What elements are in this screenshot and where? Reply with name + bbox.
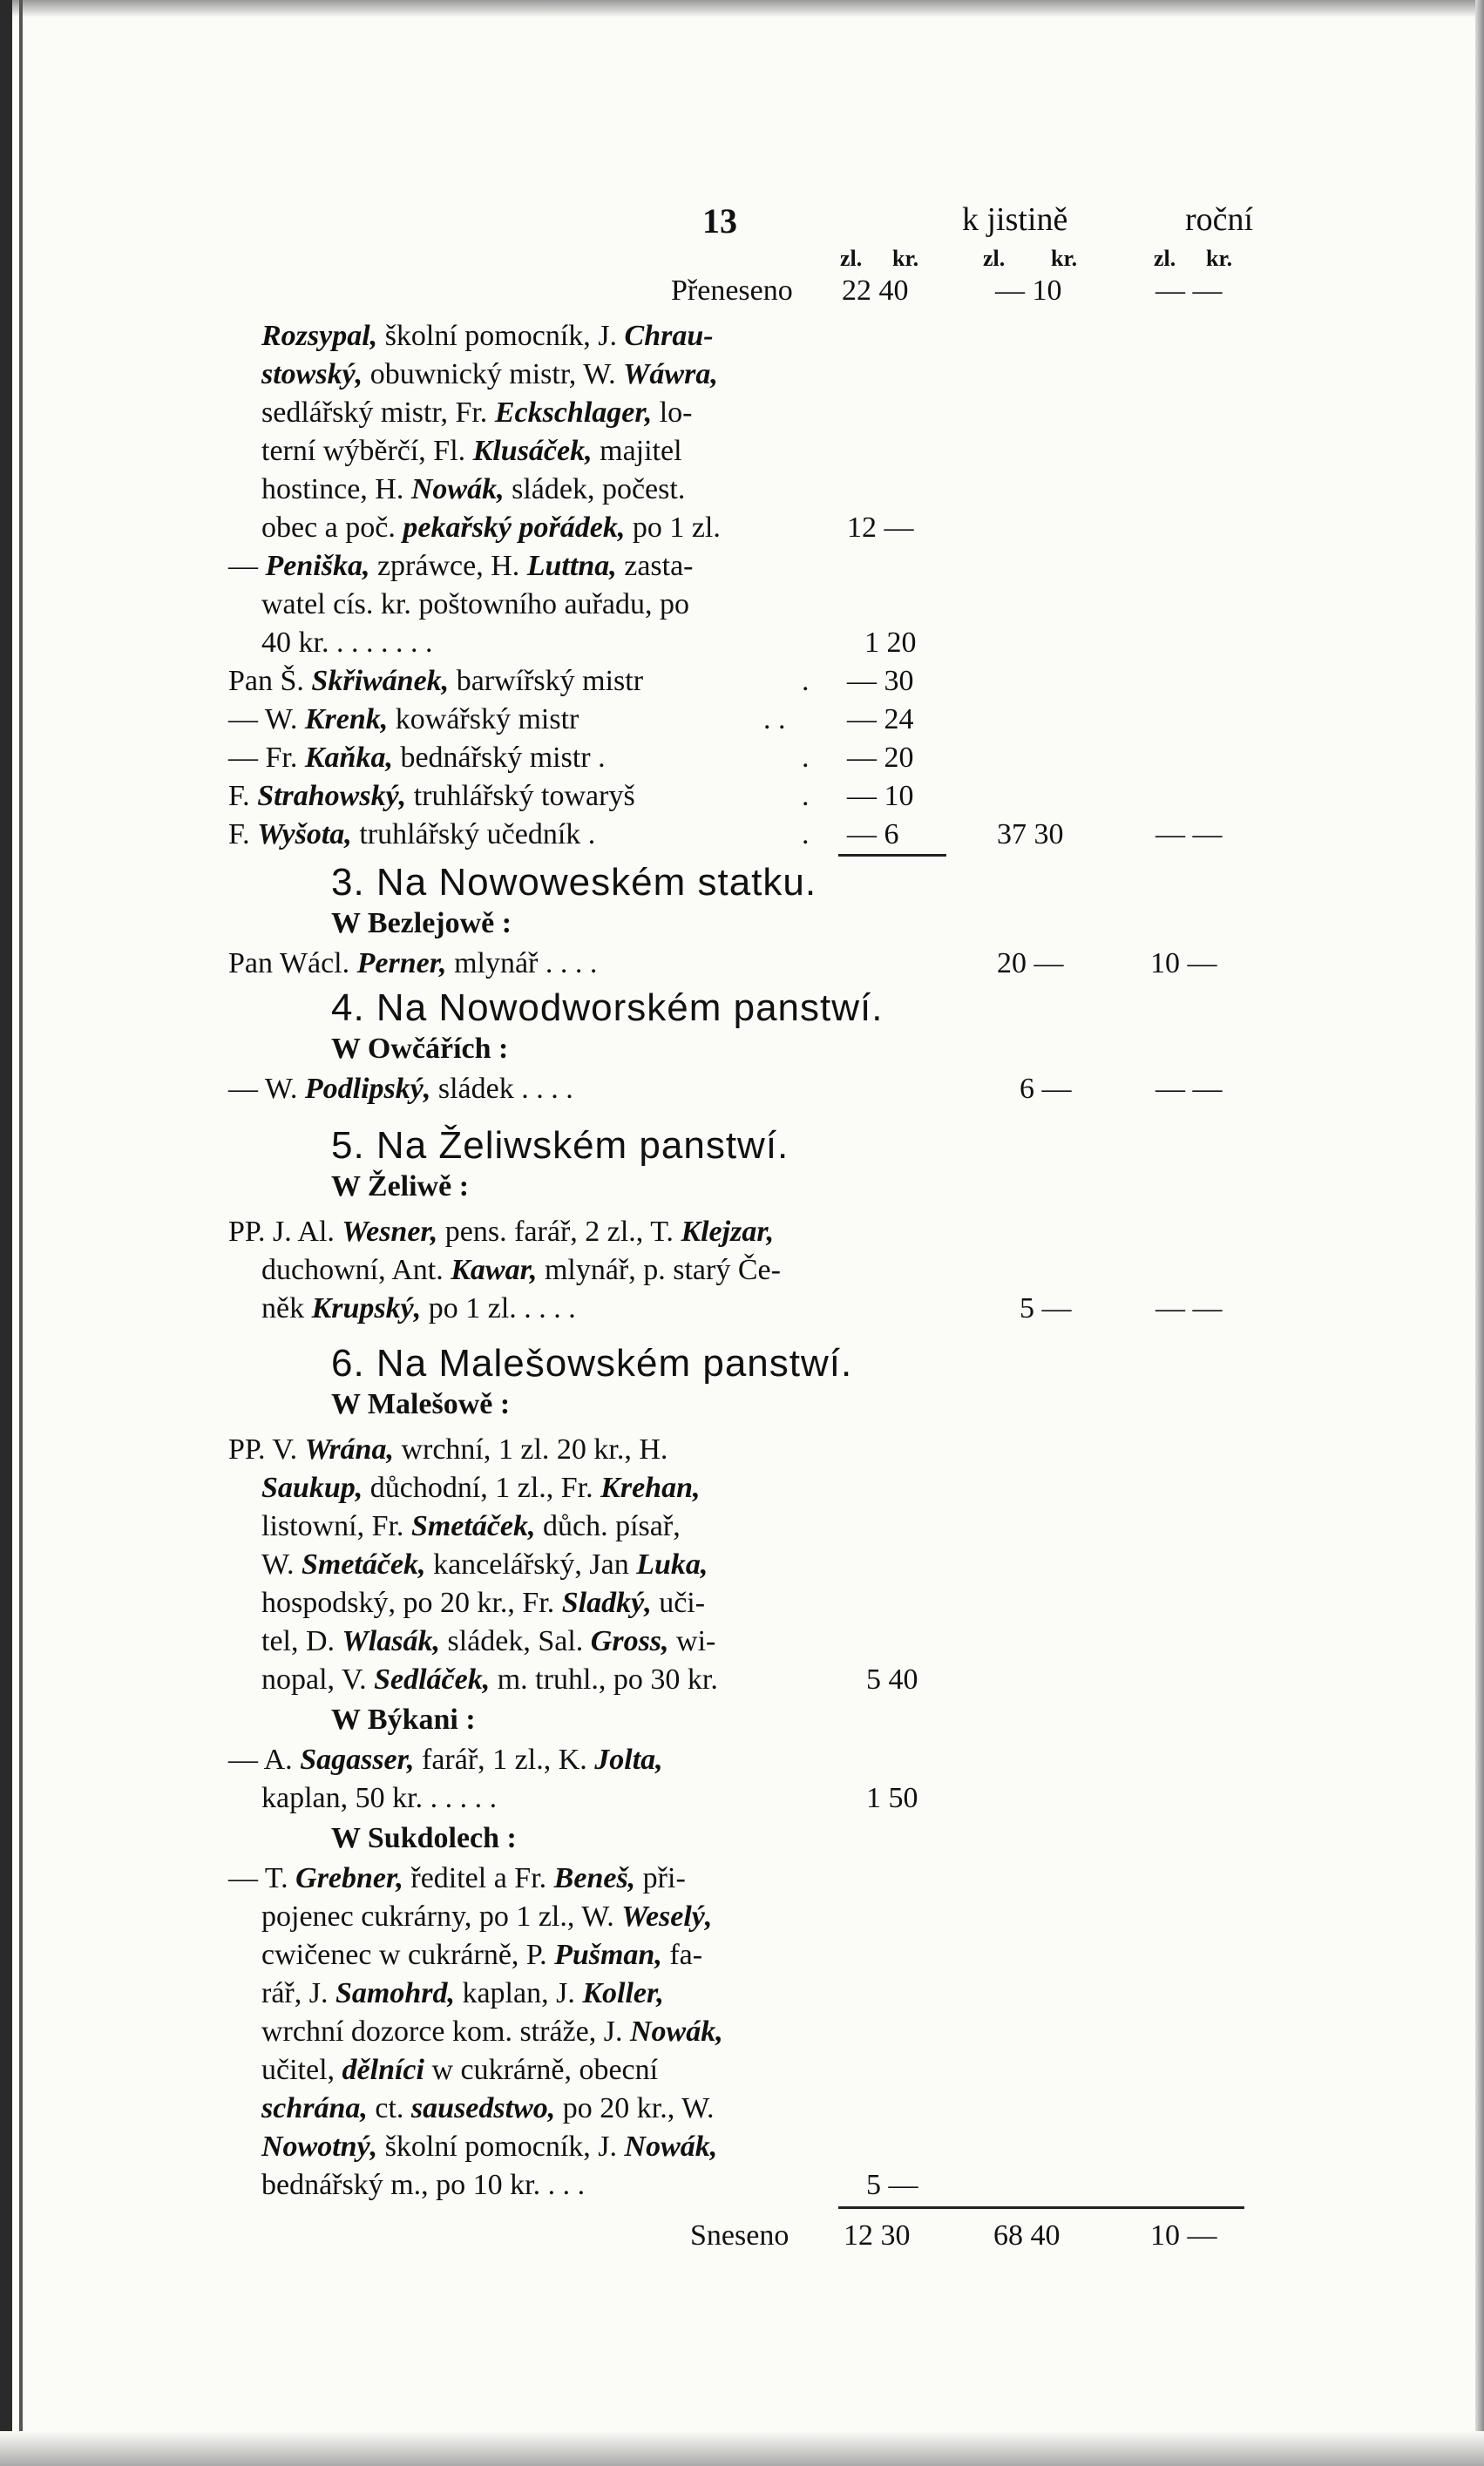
carried-value-a: 22 40	[842, 274, 909, 307]
entry-line: obec a poč. pekařský pořádek, po 1 zl.	[261, 511, 721, 544]
entry-amount-jistine: 5 —	[1020, 1292, 1072, 1324]
entry-line: wrchní dozorce kom. stráže, J. Nowák,	[261, 2015, 723, 2048]
section-heading: 6. Na Malešowském panstwí.	[331, 1342, 853, 1385]
page-edge-top	[0, 0, 1484, 17]
page-edge-bottom	[0, 2431, 1484, 2466]
total-value-b: 68 40	[993, 2219, 1060, 2252]
person-entry: F. Strahowský, truhlářský towaryš	[228, 780, 635, 812]
entry-line: W. Smetáček, kancelářský, Jan Luka,	[261, 1548, 708, 1581]
entry-amount: 12 —	[847, 511, 914, 544]
entry-line: PP. J. Al. Wesner, pens. farář, 2 zl., T. Klejzar,	[228, 1216, 775, 1248]
entry-amount-rocni: — —	[1155, 1292, 1223, 1324]
subheader-kr: kr.	[1051, 246, 1078, 271]
entry-amount: — 30	[847, 665, 914, 697]
entry-line: pojenec cukrárny, po 1 zl., W. Weselý,	[261, 1900, 713, 1933]
entry-line: nopal, V. Sedláček, m. truhl., po 30 kr.	[261, 1663, 718, 1696]
entry-line: listowní, Fr. Smetáček, důch. písař,	[261, 1510, 681, 1542]
person-entry: — W. Podlipský, sládek . . . .	[228, 1073, 573, 1105]
section-heading: 3. Na Nowoweském statku.	[331, 861, 817, 904]
entry-amount: 5 40	[866, 1663, 918, 1696]
carried-value-c: — —	[1155, 274, 1223, 307]
entry-line: — T. Grebner, ředitel a Fr. Beneš, při-	[228, 1862, 686, 1894]
total-label: Sneseno	[690, 2219, 789, 2252]
leader-dots: .	[802, 665, 810, 697]
place-heading: W Býkani :	[331, 1704, 476, 1736]
entry-line: schrána, ct. sausedstwo, po 20 kr., W.	[261, 2092, 715, 2124]
entry-line: učitel, dělníci w cukrárně, obecní	[261, 2054, 659, 2086]
subheader-kr: kr.	[1206, 246, 1233, 271]
place-heading: W Malešowě :	[331, 1388, 511, 1420]
entry-amount-jistine: 37 30	[997, 818, 1064, 850]
total-rule	[838, 2206, 1244, 2209]
place-heading: W Owčářích :	[331, 1033, 509, 1065]
total-value-c: 10 —	[1150, 2219, 1217, 2252]
subheader-kr: kr.	[892, 246, 919, 271]
person-entry: F. Wyšota, truhlářský učedník .	[228, 818, 596, 850]
entry-line: hospodský, po 20 kr., Fr. Sladký, uči-	[261, 1587, 706, 1619]
place-heading: W Sukdolech :	[331, 1822, 517, 1854]
page-edge-left	[0, 0, 12, 2466]
subheader-zl: zl.	[840, 246, 863, 271]
entry-amount-rocni: — —	[1155, 1073, 1223, 1105]
entry-amount: 5 —	[866, 2169, 918, 2201]
place-heading: W Bezlejowě :	[331, 907, 512, 939]
entry-line: tel, D. Wlasák, sládek, Sal. Gross, wi-	[261, 1625, 716, 1657]
leader-dots: .	[802, 780, 810, 812]
entry-line: bednářský m., po 10 kr. . . .	[261, 2169, 586, 2201]
entry-line: stowský, obuwnický mistr, W. Wáwra,	[261, 358, 718, 390]
person-entry: Pan Š. Skřiwánek, barwířský mistr	[228, 665, 644, 697]
entry-line: duchowní, Ant. Kawar, mlynář, p. starý Če-	[261, 1254, 781, 1286]
entry-line: watel cís. kr. poštowního auřadu, po	[261, 588, 690, 620]
entry-line: PP. V. Wrána, wrchní, 1 zl. 20 kr., H.	[228, 1433, 668, 1466]
entry-line: kaplan, 50 kr. . . . . .	[261, 1782, 498, 1814]
column-header-jistine: k jistině	[962, 201, 1068, 238]
entry-amount: — 6	[847, 818, 899, 850]
place-heading: W Želiwě :	[331, 1170, 470, 1203]
column-header-rocni: roční	[1185, 201, 1254, 238]
entry-amount: — 24	[847, 703, 914, 735]
entry-amount: — 20	[847, 742, 914, 774]
subheader-zl: zl.	[983, 246, 1006, 271]
subheader-zl: zl.	[1154, 246, 1176, 271]
entry-line: — Peniška, zpráwce, H. Luttna, zasta-	[228, 550, 694, 582]
person-entry: — Fr. Kaňka, bednářský mistr .	[228, 742, 606, 774]
entry-amount-rocni: — —	[1155, 818, 1223, 850]
entry-amount-jistine: 6 —	[1020, 1073, 1072, 1105]
entry-line: terní wýběrčí, Fl. Klusáček, majitel	[261, 435, 682, 467]
person-entry: — W. Krenk, kowářský mistr	[228, 703, 579, 735]
section-heading: 5. Na Želiwském panstwí.	[331, 1124, 789, 1167]
total-value-a: 12 30	[844, 2219, 911, 2252]
entry-amount-rocni: 10 —	[1150, 947, 1217, 979]
entry-line: rář, J. Samohrd, kaplan, J. Koller,	[261, 1977, 664, 2009]
carried-value-b: — 10	[995, 274, 1062, 307]
leader-dots: .	[802, 818, 810, 850]
person-entry: Pan Wácl. Perner, mlynář . . . .	[228, 947, 598, 979]
entry-line: něk Krupský, po 1 zl. . . . .	[261, 1292, 576, 1324]
sum-rule	[838, 854, 946, 857]
entry-line: 40 kr. . . . . . . .	[261, 627, 433, 659]
entry-line: hostince, H. Nowák, sládek, počest.	[261, 473, 686, 505]
entry-line: — A. Sagasser, farář, 1 zl., K. Jolta,	[228, 1744, 663, 1776]
page-edge-left-line	[19, 0, 23, 2466]
page-edge-right	[1475, 0, 1484, 2466]
entry-line: Rozsypal, školní pomocník, J. Chrau-	[261, 320, 714, 352]
leader-dots: . .	[763, 703, 786, 735]
entry-line: sedlářský mistr, Fr. Eckschlager, lo-	[261, 396, 693, 429]
section-heading: 4. Na Nowodworském panstwí.	[331, 986, 884, 1029]
leader-dots: .	[802, 742, 810, 774]
entry-amount: — 10	[847, 780, 914, 812]
page-number: 13	[702, 201, 737, 241]
entry-amount: 1 20	[864, 627, 917, 659]
entry-line: Saukup, důchodní, 1 zl., Fr. Krehan,	[261, 1472, 701, 1504]
entry-line: Nowotný, školní pomocník, J. Nowák,	[261, 2131, 718, 2163]
entry-amount-jistine: 20 —	[997, 947, 1064, 979]
entry-amount: 1 50	[866, 1782, 918, 1814]
entry-line: cwičenec w cukrárně, P. Pušman, fa-	[261, 1939, 703, 1971]
carried-label: Přeneseno	[671, 274, 793, 307]
